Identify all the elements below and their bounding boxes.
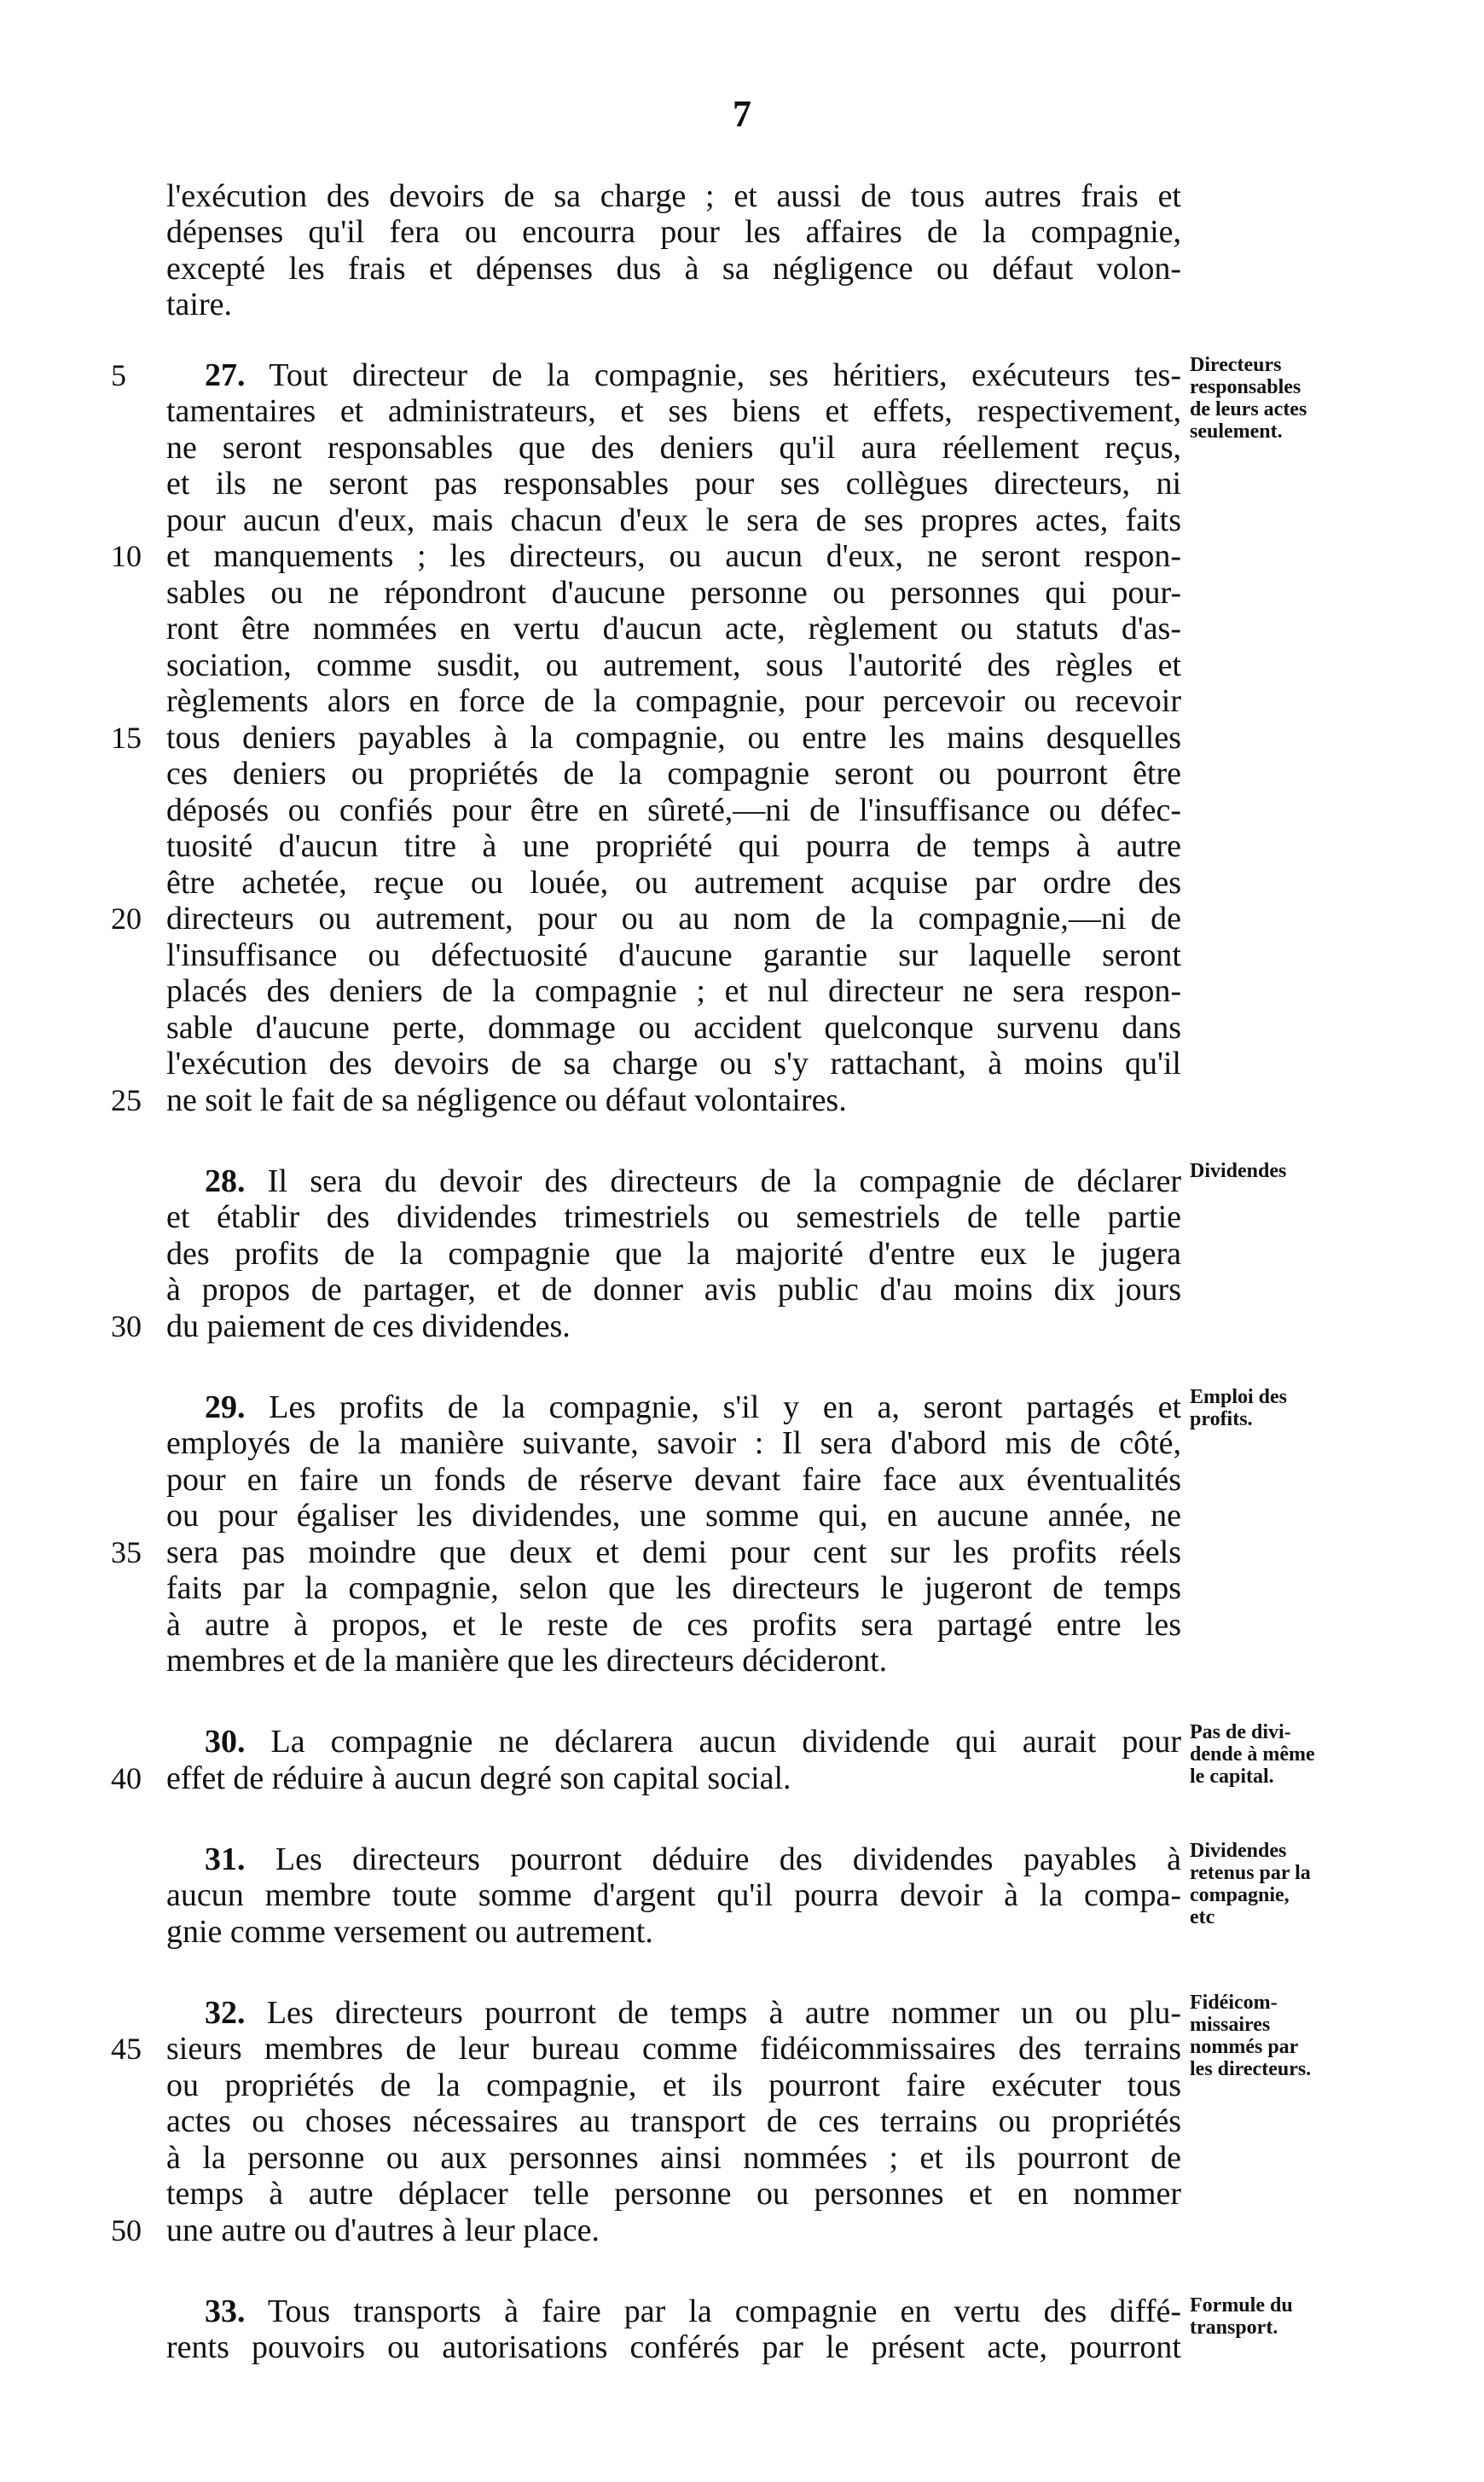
margin-note-line: missaires bbox=[1190, 2014, 1271, 2036]
line-number: 35 bbox=[111, 1535, 142, 1569]
line-text: La compagnie ne déclarera aucun dividende qui aurait pour bbox=[245, 1724, 1181, 1760]
line-text: Tout directeur de la compagnie, ses héritiers, exécuteurs tes- bbox=[245, 357, 1181, 393]
margin-note-line: le capital. bbox=[1190, 1766, 1274, 1788]
text-line bbox=[166, 829, 1181, 863]
line-text: tuosité d'aucun titre à une propriété qui pourra de temps à autre bbox=[166, 828, 1181, 864]
line-text: sables ou ne répondront d'aucune personne ou personnes qui pour- bbox=[166, 575, 1181, 611]
margin-note-line: dende à même bbox=[1190, 1743, 1315, 1766]
text-line bbox=[166, 1878, 1181, 1912]
margin-note bbox=[1190, 1386, 1360, 1430]
text-line bbox=[166, 539, 1181, 573]
text-line bbox=[166, 2032, 1181, 2066]
article-number: 30. bbox=[205, 1724, 246, 1760]
text-line bbox=[166, 902, 1181, 936]
margin-note-line: seulement. bbox=[1190, 420, 1283, 443]
text-line bbox=[166, 2141, 1181, 2175]
text-line bbox=[166, 1463, 1181, 1497]
text-line bbox=[205, 1842, 1181, 1876]
line-text: tous deniers payables à la compagnie, ou entre les mains desquelles bbox=[166, 720, 1181, 756]
margin-note-line: etc bbox=[1190, 1906, 1215, 1928]
text-line bbox=[205, 1996, 1181, 2030]
line-text: ne soit le fait de sa négligence ou défaut volontaires. bbox=[166, 1082, 847, 1118]
text-line bbox=[166, 612, 1181, 646]
line-text: tamentaires et administrateurs, et ses biens et effets, respectivement, bbox=[166, 393, 1181, 429]
line-number: 50 bbox=[111, 2213, 142, 2247]
text-line bbox=[166, 2330, 1181, 2364]
text-line bbox=[166, 684, 1181, 718]
line-text: Tous transports à faire par la compagnie en vertu des diffé- bbox=[245, 2294, 1181, 2329]
margin-note bbox=[1190, 1840, 1360, 1928]
line-text: rents pouvoirs ou autorisations conférés par le présent acte, pourront bbox=[166, 2329, 1181, 2365]
line-text: effet de réduire à aucun degré son capital social. bbox=[166, 1760, 791, 1796]
margin-note-line: Formule du bbox=[1190, 2294, 1293, 2317]
text-line bbox=[166, 1644, 1181, 1678]
text-line bbox=[166, 2104, 1181, 2138]
margin-note-line: Dividendes bbox=[1190, 1840, 1287, 1862]
text-line bbox=[166, 793, 1181, 827]
text-line bbox=[166, 1535, 1181, 1569]
line-text: ou propriétés de la compagnie, et ils pourront faire exécuter tous bbox=[166, 2067, 1181, 2103]
line-text: du paiement de ces dividendes. bbox=[166, 1308, 571, 1344]
text-line bbox=[166, 576, 1181, 610]
page-number: 7 bbox=[733, 93, 751, 135]
line-text: excepté les frais et dépenses dus à sa négligence ou défaut volon- bbox=[166, 251, 1181, 287]
line-number: 25 bbox=[111, 1083, 142, 1117]
line-text: à propos de partager, et de donner avis public d'au moins dix jours bbox=[166, 1272, 1181, 1308]
line-text: règlements alors en force de la compagnie, pour percevoir ou recevoir bbox=[166, 683, 1181, 719]
line-text: gnie comme versement ou autrement. bbox=[166, 1914, 653, 1950]
text-line bbox=[166, 1237, 1181, 1271]
margin-note-line: Directeurs bbox=[1190, 354, 1282, 376]
text-line bbox=[205, 1390, 1181, 1424]
text-line bbox=[166, 1915, 1181, 1949]
line-text: l'exécution des devoirs de sa charge ; et aussi de tous autres frais et bbox=[166, 178, 1181, 214]
margin-note-line: Dividendes bbox=[1190, 1160, 1287, 1182]
line-text: membres et de la manière que les directeurs décideront. bbox=[166, 1643, 888, 1679]
text-line bbox=[166, 1083, 1181, 1117]
margin-note bbox=[1190, 1160, 1360, 1182]
line-text: et ils ne seront pas responsables pour ses collègues directeurs, ni bbox=[166, 466, 1181, 502]
text-line bbox=[166, 1761, 1181, 1795]
line-number: 5 bbox=[111, 358, 126, 392]
line-number: 30 bbox=[111, 1309, 142, 1343]
text-line bbox=[166, 2068, 1181, 2102]
text-line bbox=[166, 503, 1181, 537]
margin-note bbox=[1190, 354, 1360, 443]
margin-note-line: de leurs actes bbox=[1190, 398, 1307, 420]
line-text: actes ou choses nécessaires au transport de ces terrains ou propriétés bbox=[166, 2103, 1181, 2139]
line-text: et établir des dividendes trimestriels ou semestriels de telle partie bbox=[166, 1199, 1181, 1235]
line-number: 10 bbox=[111, 539, 142, 573]
text-line bbox=[166, 179, 1181, 213]
text-line bbox=[166, 467, 1181, 501]
line-text: ront être nommées en vertu d'aucun acte, règlement ou statuts d'as- bbox=[166, 611, 1181, 647]
margin-note-line: retenus par la bbox=[1190, 1862, 1311, 1884]
line-text: taire. bbox=[166, 287, 233, 322]
article-number: 27. bbox=[205, 357, 246, 393]
margin-note-line: compagnie, bbox=[1190, 1884, 1290, 1906]
text-line bbox=[205, 1725, 1181, 1759]
text-line bbox=[166, 287, 1181, 322]
line-text: placés des deniers de la compagnie ; et nul directeur ne sera respon- bbox=[166, 973, 1181, 1009]
margin-note-line: responsables bbox=[1190, 376, 1301, 398]
text-line bbox=[205, 2294, 1181, 2328]
margin-note bbox=[1190, 1992, 1360, 2080]
line-text: une autre ou d'autres à leur place. bbox=[166, 2212, 600, 2248]
margin-note-line: transport. bbox=[1190, 2317, 1278, 2339]
article-number: 28. bbox=[205, 1163, 246, 1199]
line-text: Il sera du devoir des directeurs de la compagnie de déclarer bbox=[245, 1163, 1181, 1199]
article-number: 32. bbox=[205, 1995, 246, 2031]
line-text: à la personne ou aux personnes ainsi nommées ; et ils pourront de bbox=[166, 2140, 1181, 2176]
line-text: employés de la manière suivante, savoir : Il sera d'abord mis de côté, bbox=[166, 1425, 1181, 1461]
text-line bbox=[166, 866, 1181, 900]
line-text: directeurs ou autrement, pour ou au nom de la compagnie,—ni de bbox=[166, 901, 1181, 937]
line-text: temps à autre déplacer telle personne ou personnes et en nommer bbox=[166, 2176, 1181, 2212]
text-line bbox=[166, 1426, 1181, 1460]
line-text: être achetée, reçue ou louée, ou autrement acquise par ordre des bbox=[166, 865, 1181, 901]
text-line bbox=[166, 1499, 1181, 1533]
line-text: Les directeurs pourront de temps à autre nommer un ou plu- bbox=[245, 1995, 1181, 2031]
line-text: Les profits de la compagnie, s'il y en a, seront partagés et bbox=[245, 1389, 1181, 1425]
text-line bbox=[166, 431, 1181, 465]
line-number: 45 bbox=[111, 2032, 142, 2066]
text-line bbox=[166, 757, 1181, 791]
text-line bbox=[166, 1011, 1181, 1045]
text-line bbox=[166, 974, 1181, 1008]
margin-note-line: profits. bbox=[1190, 1408, 1253, 1430]
text-line bbox=[166, 2213, 1181, 2247]
article-number: 29. bbox=[205, 1389, 246, 1425]
line-text: pour en faire un fonds de réserve devant faire face aux éventualités bbox=[166, 1462, 1181, 1498]
line-text: pour aucun d'eux, mais chacun d'eux le sera de ses propres actes, faits bbox=[166, 502, 1181, 538]
margin-note-line: les directeurs. bbox=[1190, 2058, 1312, 2080]
line-text: déposés ou confiés pour être en sûreté,—ni de l'insuffisance ou défec- bbox=[166, 792, 1181, 828]
line-text: l'exécution des devoirs de sa charge ou s'y rattachant, à moins qu'il bbox=[166, 1046, 1181, 1082]
line-text: sable d'aucune perte, dommage ou accident quelconque survenu dans bbox=[166, 1010, 1181, 1046]
text-line bbox=[166, 394, 1181, 428]
text-line bbox=[166, 215, 1181, 249]
line-text: ces deniers ou propriétés de la compagnie seront ou pourront être bbox=[166, 756, 1181, 792]
text-line bbox=[166, 1047, 1181, 1081]
text-line bbox=[166, 252, 1181, 286]
text-line bbox=[166, 1309, 1181, 1343]
line-number: 20 bbox=[111, 902, 142, 936]
text-line bbox=[205, 1164, 1181, 1198]
margin-note bbox=[1190, 1721, 1360, 1788]
text-line bbox=[166, 1571, 1181, 1605]
line-text: ne seront responsables que des deniers qu'il aura réellement reçus, bbox=[166, 430, 1181, 466]
text-line bbox=[166, 648, 1181, 682]
line-text: aucun membre toute somme d'argent qu'il pourra devoir à la compa- bbox=[166, 1877, 1181, 1913]
line-text: sociation, comme susdit, ou autrement, sous l'autorité des règles et bbox=[166, 647, 1181, 683]
text-line bbox=[205, 358, 1181, 392]
line-text: l'insuffisance ou défectuosité d'aucune garantie sur laquelle seront bbox=[166, 937, 1181, 973]
margin-note bbox=[1190, 2294, 1360, 2339]
text-line bbox=[166, 938, 1181, 972]
line-text: et manquements ; les directeurs, ou aucun d'eux, ne seront respon- bbox=[166, 538, 1181, 574]
article-number: 33. bbox=[205, 2294, 246, 2329]
line-text: Les directeurs pourront déduire des dividendes payables à bbox=[245, 1841, 1181, 1877]
margin-note-line: Pas de divi- bbox=[1190, 1721, 1291, 1743]
text-line bbox=[166, 1273, 1181, 1307]
line-text: sera pas moindre que deux et demi pour cent sur les profits réels bbox=[166, 1534, 1181, 1570]
line-text: des profits de la compagnie que la majorité d'entre eux le jugera bbox=[166, 1236, 1181, 1272]
margin-note-line: Emploi des bbox=[1190, 1386, 1288, 1408]
article-number: 31. bbox=[205, 1841, 246, 1877]
line-text: à autre à propos, et le reste de ces profits sera partagé entre les bbox=[166, 1607, 1181, 1643]
margin-note-line: nommés par bbox=[1190, 2036, 1299, 2058]
text-line bbox=[166, 721, 1181, 755]
line-text: sieurs membres de leur bureau comme fidéicommissaires des terrains bbox=[166, 2031, 1181, 2067]
line-text: dépenses qu'il fera ou encourra pour les affaires de la compagnie, bbox=[166, 214, 1181, 250]
line-number: 15 bbox=[111, 721, 142, 755]
line-number: 40 bbox=[111, 1761, 142, 1795]
text-line bbox=[166, 1200, 1181, 1234]
margin-note-line: Fidéicom- bbox=[1190, 1992, 1278, 2014]
text-line bbox=[166, 2177, 1181, 2211]
line-text: ou pour égaliser les dividendes, une somme qui, en aucune année, ne bbox=[166, 1498, 1181, 1534]
line-text: faits par la compagnie, selon que les directeurs le jugeront de temps bbox=[166, 1570, 1181, 1606]
text-line bbox=[166, 1608, 1181, 1642]
